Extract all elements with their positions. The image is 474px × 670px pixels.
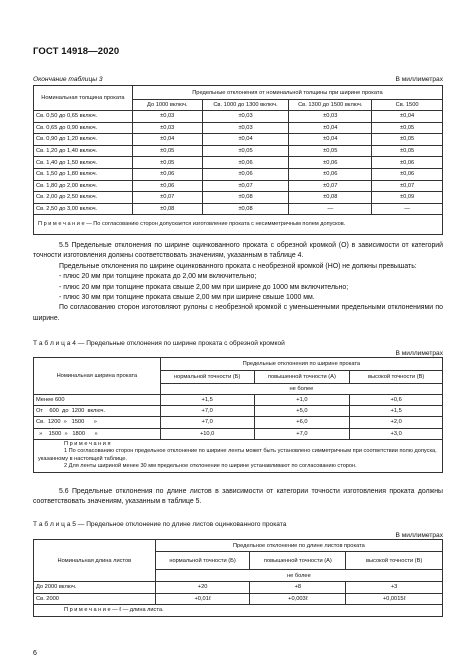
table3-row [34, 134, 443, 146]
table3-row-label: Св. 1,80 до 2,00 включ. [34, 180, 133, 192]
table4-cell: +5,0 [254, 406, 350, 417]
table4-sub-head: высокой точности (В) [350, 371, 443, 384]
table3-cell: ±0,03 [132, 111, 202, 123]
table5-cell: +20 [155, 582, 250, 594]
list-item: - плюс 30 мм при толщине проката свыше 2,00 мм при ширине свыше 1000 мм. [59, 294, 315, 302]
table4-cell: +6,0 [254, 417, 350, 428]
table3-cell: ±0,09 [372, 192, 443, 204]
table3-cell: — [372, 203, 443, 215]
paragraph: Предельные отклонения по ширине оцинкованного проката с необрезной кромкой (НО) не должны превышать: [59, 262, 417, 270]
table3-cell: ±0,04 [372, 111, 443, 123]
table4-cell: +1,5 [160, 395, 254, 406]
table3-cell: — [289, 203, 372, 215]
table4-cell: +7,0 [160, 417, 254, 428]
table4-row [34, 417, 443, 428]
table3-cell: ±0,06 [289, 157, 372, 169]
table5-not-more: не более [155, 570, 442, 582]
table3-cell: ±0,03 [289, 111, 372, 123]
table3-group-head: Предельные отклонения от номинальной толщины при ширине проката [132, 86, 442, 100]
table4-row [34, 406, 443, 417]
table3-cell: ±0,08 [289, 192, 372, 204]
table3-cell: ±0,04 [202, 134, 289, 146]
table4-row [34, 395, 443, 406]
table-3 [33, 85, 443, 235]
table5-sub-head: нормальной точности (Б) [155, 552, 250, 570]
table3-cell: ±0,07 [132, 192, 202, 204]
list-item: - плюс 20 мм при толщине проката до 2,00 мм включительно; [59, 273, 257, 281]
table5-cell: +3 [346, 582, 443, 594]
table3-cell: ±0,06 [132, 180, 202, 192]
table3-row [34, 111, 443, 123]
table3-row [34, 168, 443, 180]
table5-row-label: До 2000 включ. [34, 582, 156, 594]
table3-body [34, 111, 443, 215]
table3-note: П р и м е ч а н и е — По согласованию сторон допускается изготовление проката с несимметричным полем допусков. [34, 215, 443, 235]
table4-cell: +1,5 [350, 406, 443, 417]
table-4 [33, 357, 443, 473]
table5-cell: +0,0015ℓ [346, 593, 443, 605]
table4-not-more: не более [160, 384, 442, 395]
table3-sub-head: До 1000 включ. [132, 100, 202, 111]
table3-cell: ±0,05 [372, 145, 443, 157]
table5-sub-head: повышенной точности (А) [250, 552, 346, 570]
table3-cell: ±0,08 [202, 203, 289, 215]
table4-cell: +2,0 [350, 417, 443, 428]
table3-row-label: Св. 2,50 до 3,00 включ. [34, 203, 133, 215]
table4-row-label: Св. 1200 » 1500 » [34, 417, 161, 428]
table3-cell: ±0,04 [132, 134, 202, 146]
table4-group-head: Предельные отклонения по ширине проката [160, 358, 442, 371]
table3-sub-head: Св. 1000 до 1300 включ. [202, 100, 289, 111]
table4-notes-title: П р и м е ч а н и я [64, 440, 111, 447]
section-5-6 [33, 487, 443, 508]
table4-row-label: От 600 до 1200 включ. [34, 406, 161, 417]
table5-cell: +0,01ℓ [155, 593, 250, 605]
table4-title: Т а б л и ц а 4 — Предельные отклонения по ширине проката с обрезной кромкой [33, 340, 285, 347]
document-header: ГОСТ 14918—2020 [33, 46, 120, 57]
table3-row-label: Св. 0,90 до 1,20 включ. [34, 134, 133, 146]
table4-notes [34, 439, 443, 473]
table3-cell: ±0,05 [202, 145, 289, 157]
table3-cell: ±0,04 [289, 134, 372, 146]
table3-row [34, 122, 443, 134]
table4-cell: +0,6 [350, 395, 443, 406]
table4-note-1: 1 По согласованию сторон предельное отклонение по ширине ленты может быть установлено симметричным при соответствии полю допуска, указанному в настоящей таблице. [38, 448, 437, 462]
table3-cell: ±0,06 [289, 168, 372, 180]
table3-cell: ±0,05 [372, 122, 443, 134]
table3-cell: ±0,05 [372, 134, 443, 146]
table5-units: В миллиметрах [395, 532, 443, 539]
table4-cell: +3,0 [350, 428, 443, 439]
table3-row [34, 180, 443, 192]
table5-body [34, 582, 443, 605]
table3-sub-head: Св. 1300 до 1500 включ. [289, 100, 372, 111]
table3-cell: ±0,03 [202, 111, 289, 123]
table4-col-head: Номинальная ширина проката [34, 358, 161, 395]
table3-cell: ±0,07 [289, 180, 372, 192]
table3-cell: ±0,03 [132, 122, 202, 134]
table3-cell: ±0,03 [202, 122, 289, 134]
table5-cell: +0,003ℓ [250, 593, 346, 605]
table4-units: В миллиметрах [395, 350, 443, 357]
table5-col-head: Номинальная длина листов [34, 540, 156, 582]
table3-row [34, 145, 443, 157]
table4-note-2: 2 Для ленты шириной менее 30 мм предельное отклонение по ширине устанавливают по согласованию сторон. [64, 462, 357, 469]
table4-cell: +1,0 [254, 395, 350, 406]
table3-cell: ±0,06 [372, 168, 443, 180]
table3-row [34, 157, 443, 169]
table5-cell: +8 [250, 582, 346, 594]
table3-units: В миллиметрах [395, 76, 443, 83]
table3-cell: ±0,06 [202, 168, 289, 180]
table3-cell: ±0,06 [202, 157, 289, 169]
paragraph: По согласованию сторон изготовляют рулоны с необрезной кромкой с уменьшенными предельными отклонениями по ширине. [33, 304, 443, 322]
table3-cell: ±0,07 [372, 180, 443, 192]
table3-row-label: Св. 1,20 до 1,40 включ. [34, 145, 133, 157]
section-5-5 [33, 241, 443, 324]
table3-row [34, 192, 443, 204]
table3-cell: ±0,08 [202, 192, 289, 204]
table5-title: Т а б л и ц а 5 — Предельное отклонение по длине листов оцинкованного проката [33, 521, 287, 528]
table4-body [34, 395, 443, 440]
paragraph: 5.6 Предельные отклонения по длине листов в зависимости от категории точности изготовления проката должны соответствовать значениям, указанным в таблице 5. [33, 488, 443, 506]
table5-row [34, 593, 443, 605]
table3-row-label: Св. 0,65 до 0,90 включ. [34, 122, 133, 134]
page-number: 6 [33, 650, 37, 657]
table3-sub-head: Св. 1500 [372, 100, 443, 111]
table5-note: П р и м е ч а н и е — ℓ — длина листа. [34, 605, 443, 617]
list-item: - плюс 20 мм при толщине проката свыше 2,00 мм при ширине до 1000 мм включительно; [59, 283, 349, 291]
table3-row-label: Св. 2,00 до 2,50 включ. [34, 192, 133, 204]
table5-row-label: Св. 2000 [34, 593, 156, 605]
table3-cell: ±0,04 [289, 122, 372, 134]
table3-cell: ±0,06 [132, 168, 202, 180]
table3-cell: ±0,05 [289, 145, 372, 157]
table4-row-label: » 1500 » 1800 » [34, 428, 161, 439]
table4-row [34, 428, 443, 439]
table3-row-label: Св. 0,50 до 0,65 включ. [34, 111, 133, 123]
table5-group-head: Предельное отклонение по длине листов проката [155, 540, 442, 552]
paragraph: 5.5 Предельные отклонения по ширине оцинкованного проката с обрезной кромкой (О) в зависимости от категорий точности изготовления должны соответствовать значениям, указанным в таблице 4. [33, 242, 443, 260]
table3-col-head: Номинальная толщина проката [34, 86, 133, 111]
table4-sub-head: нормальной точности (Б) [160, 371, 254, 384]
table3-row [34, 203, 443, 215]
table3-row-label: Св. 1,50 до 1,80 включ. [34, 168, 133, 180]
table4-row-label: Менее 600 [34, 395, 161, 406]
table5-row [34, 582, 443, 594]
table3-cell: ±0,05 [132, 145, 202, 157]
table-5 [33, 539, 443, 617]
table3-caption: Окончание таблицы 3 [33, 76, 103, 83]
table3-cell: ±0,05 [132, 157, 202, 169]
table4-cell: +7,0 [254, 428, 350, 439]
table4-sub-head: повышенной точности (А) [254, 371, 350, 384]
table3-cell: ±0,07 [202, 180, 289, 192]
table4-cell: +10,0 [160, 428, 254, 439]
table3-cell: ±0,06 [372, 157, 443, 169]
table5-sub-head: высокой точности (В) [346, 552, 443, 570]
table4-cell: +7,0 [160, 406, 254, 417]
table3-row-label: Св. 1,40 до 1,50 включ. [34, 157, 133, 169]
table3-cell: ±0,08 [132, 203, 202, 215]
